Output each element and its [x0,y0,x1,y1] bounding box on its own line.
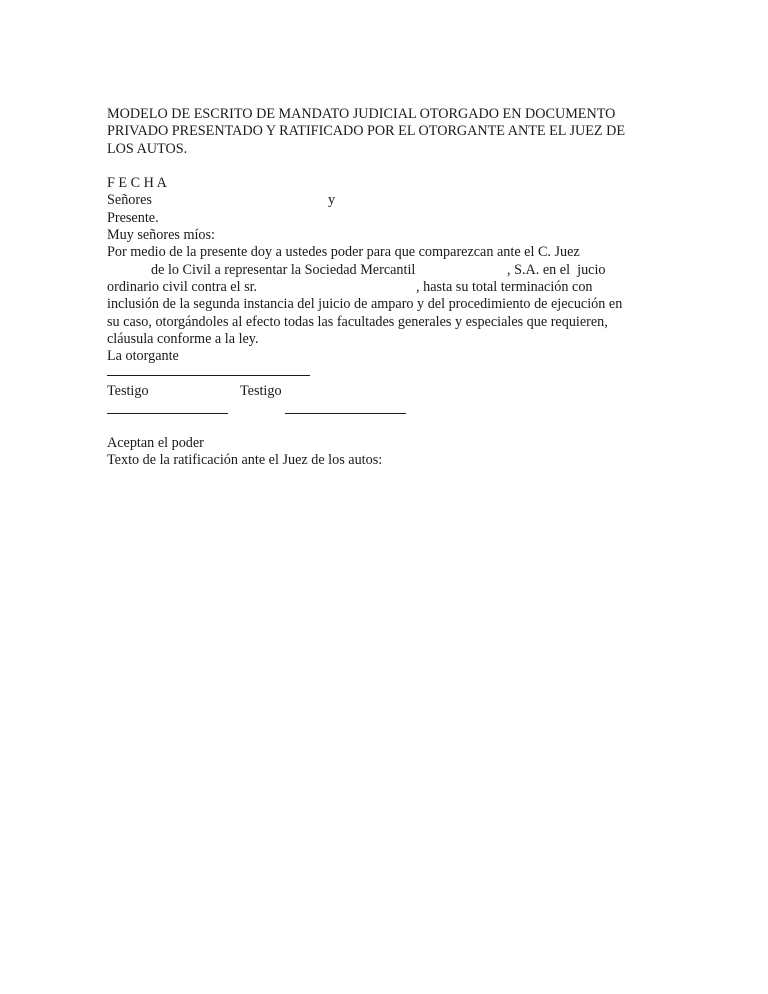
testigos-row [107,383,667,400]
body-line-5: su caso, otorgándoles al efecto todas las facultades generales y especiales que requieren, [107,313,608,330]
testigos-signature-row [107,400,667,421]
body-line-3a: ordinario civil contra el sr. [107,278,258,295]
fecha-label: F E C H A [107,175,167,192]
body-line-2b: , S.A. en el jucio [507,261,606,278]
testigo-2-signature-line [285,403,406,414]
senores-label: Señores [107,192,152,209]
body-line-3b: , hasta su total terminación con [416,278,593,295]
otorgante-label: La otorgante [107,348,179,365]
testigo-1-label: Testigo [107,382,149,399]
y-label: y [328,192,336,209]
aceptan-label: Aceptan el poder [107,435,204,452]
document-title [107,106,667,158]
title-line-3: LOS AUTOS. [107,140,188,157]
testigo-1-signature-line [107,403,228,414]
body-line-6: cláusula conforme a la ley. [107,330,259,347]
body-line-1: Por medio de la presente doy a ustedes poder para que comparezcan ante el C. Juez [107,244,580,261]
otorgante-signature-row [107,365,667,382]
body-line-2 [107,262,667,279]
greeting: Muy señores míos: [107,227,215,244]
title-line-2: PRIVADO PRESENTADO Y RATIFICADO POR EL OTORGANTE ANTE EL JUEZ DE [107,123,626,140]
document-page [107,106,667,470]
otorgante-signature-line [107,365,310,376]
body-line-3 [107,279,667,296]
body-line-4: inclusión de la segunda instancia del juicio de amparo y del procedimiento de ejecución en [107,296,623,313]
testigo-2-label: Testigo [240,382,282,399]
title-line-1: MODELO DE ESCRITO DE MANDATO JUDICIAL OTORGADO EN DOCUMENTO [107,106,616,122]
body-line-2a: de lo Civil a representar la Sociedad Mercantil [151,261,416,278]
presente-label: Presente. [107,209,159,226]
addressee-line [107,192,667,209]
ratificacion-label: Texto de la ratificación ante el Juez de los autos: [107,452,383,469]
